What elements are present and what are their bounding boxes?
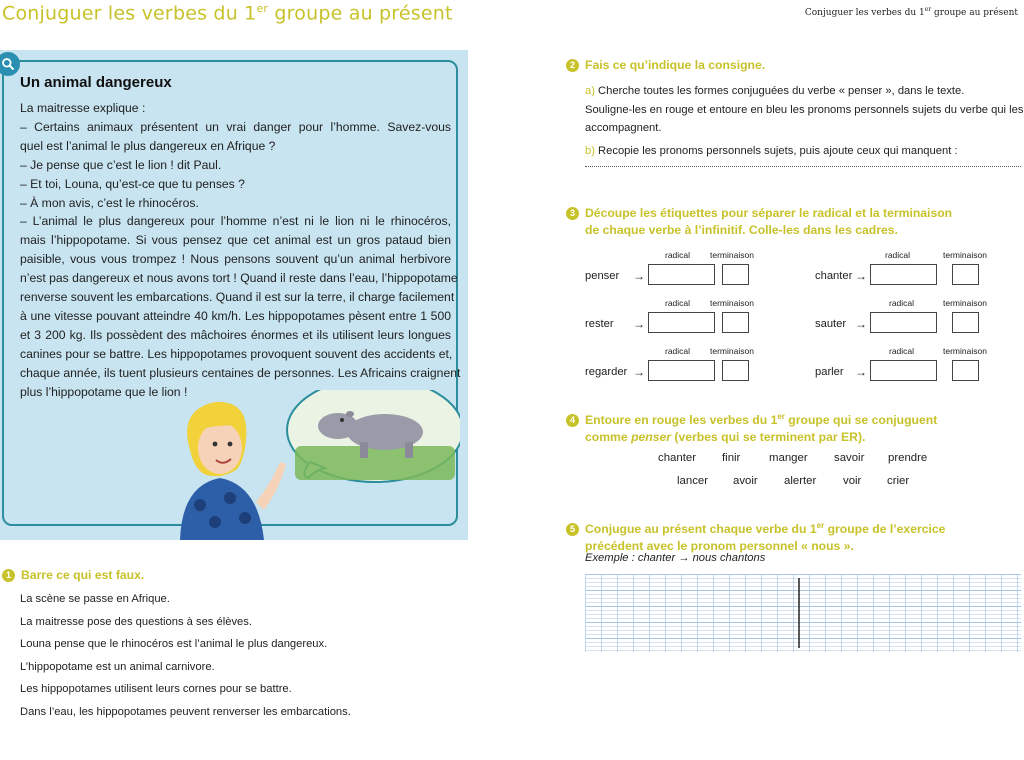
exercise-1-statements xyxy=(20,593,351,729)
verb-split-parler xyxy=(815,344,1024,384)
arrow-icon: → xyxy=(855,365,867,379)
word-choice[interactable]: chanter xyxy=(658,452,696,464)
word-choice[interactable]: savoir xyxy=(834,452,865,464)
writing-grid[interactable] xyxy=(585,574,1021,652)
story-line: quel est l’animal le plus dangereux en Afrique ? xyxy=(20,138,276,153)
story-line: canines pour se battre. Les hippopotames provoquent souvent des accidents et, xyxy=(20,346,453,361)
terminaison-label: terminaison xyxy=(710,298,754,308)
terminaison-label: terminaison xyxy=(710,346,754,356)
exercise-2-instructions: a) Cherche toutes les formes conjuguées du verbe « penser », dans le texte. Souligne-les en rouge et entoure en bleu les pronoms personnels sujets du verbe qui les accompagnent. b) Recopie les pronoms personnels sujets, puis ajoute ceux qui manquent : xyxy=(585,85,1024,157)
terminaison-box[interactable] xyxy=(952,312,979,333)
verb-split-chanter xyxy=(815,248,1024,288)
arrow-icon: → xyxy=(633,365,645,379)
statement-item[interactable]: Dans l’eau, les hippopotames peuvent renverser les embarcations. xyxy=(20,705,351,718)
story-line: à une vitesse pouvant atteindre 40 km/h. Les hippopotames pèsent entre 1 500 xyxy=(20,308,451,323)
running-header: Conjuguer les verbes du 1er groupe au présent xyxy=(804,6,1018,18)
word-choice[interactable]: alerter xyxy=(784,475,817,487)
story-line: – À mon avis, c’est le rhinocéros. xyxy=(20,195,199,210)
verb-split-penser xyxy=(585,248,795,288)
exercise-2-heading: 2 Fais ce qu’indique la consigne. xyxy=(566,57,765,74)
terminaison-label: terminaison xyxy=(710,250,754,260)
word-row-2 xyxy=(0,475,1024,491)
word-choice[interactable]: finir xyxy=(722,452,741,464)
verb-split-regarder xyxy=(585,344,795,384)
story-line: n’est pas dangereux et nous avons tort ! Quand il reste dans l’eau, l’hippopotame xyxy=(20,271,458,286)
story-line: – L’animal le plus dangereux pour l’homme n’est ni le lion ni le rhinocéros, xyxy=(20,214,451,229)
verb-label: regarder xyxy=(585,366,628,378)
radical-box[interactable] xyxy=(648,312,715,333)
word-choice[interactable]: prendre xyxy=(888,452,928,464)
terminaison-box[interactable] xyxy=(722,360,749,381)
arrow-icon: → xyxy=(633,317,645,331)
terminaison-label: terminaison xyxy=(943,346,987,356)
radical-label: radical xyxy=(889,298,915,308)
terminaison-label: terminaison xyxy=(943,250,987,260)
arrow-icon: → xyxy=(855,269,867,283)
radical-box[interactable] xyxy=(648,360,715,381)
exercise-4-heading: 4 Entoure en rouge les verbes du 1er groupe qui se conjuguent comme penser (verbes qui se terminent par ER). xyxy=(566,409,937,445)
terminaison-box[interactable] xyxy=(952,360,979,381)
page-title: Conjuguer les verbes du 1er groupe au présent xyxy=(2,2,453,25)
word-choice[interactable]: avoir xyxy=(733,475,758,487)
story-line: paisible, vous vous trompez ! Nous pensons souvent qu’un animal herbivore xyxy=(20,252,451,267)
story-line: chaque année, ils tuent plusieurs centaines de personnes. Les Africains craignent xyxy=(20,365,461,380)
statement-item[interactable]: Louna pense que le rhinocéros est l’animal le plus dangereux. xyxy=(20,638,328,651)
verb-label: rester xyxy=(585,318,614,330)
radical-label: radical xyxy=(665,298,691,308)
terminaison-box[interactable] xyxy=(722,264,749,285)
exercise-number-badge: 1 xyxy=(2,569,15,582)
story-line: – Je pense que c’est le lion ! dit Paul. xyxy=(20,157,222,172)
word-choice[interactable]: manger xyxy=(769,452,808,464)
radical-box[interactable] xyxy=(870,360,937,381)
verb-label: parler xyxy=(815,366,844,378)
verb-label: chanter xyxy=(815,270,853,282)
exercise-number-badge: 2 xyxy=(566,59,579,72)
answer-dotted-line[interactable] xyxy=(585,166,1021,167)
exercise-1-heading: 1 Barre ce qui est faux. xyxy=(2,567,144,584)
arrow-icon: → xyxy=(633,269,645,283)
story-line: – Certains animaux présentent un vrai danger pour l’homme. Savez-vous xyxy=(20,119,451,134)
verb-label: penser xyxy=(585,270,620,282)
story-line: plus l’hippopotame que le lion ! xyxy=(20,384,188,399)
story-text xyxy=(20,99,461,402)
verb-split-grid xyxy=(585,248,1024,393)
radical-box[interactable] xyxy=(870,312,937,333)
word-choice[interactable]: voir xyxy=(843,475,862,487)
story-line: mais l’hippopotame. Si vous pensez que cet animal est un gros pataud bien xyxy=(20,233,451,248)
radical-label: radical xyxy=(665,250,691,260)
exercise-number-badge: 5 xyxy=(566,523,579,536)
story-title: Un animal dangereux xyxy=(20,74,172,91)
story-line: La maitresse explique : xyxy=(20,101,146,115)
word-choice[interactable]: lancer xyxy=(677,475,709,487)
statement-item[interactable]: Les hippopotames utilisent leurs cornes pour se battre. xyxy=(20,683,292,696)
arrow-icon: → xyxy=(855,317,867,331)
statement-item[interactable]: La maitresse pose des questions à ses élèves. xyxy=(20,615,252,628)
exercise-number-badge: 3 xyxy=(566,207,579,220)
radical-label: radical xyxy=(665,346,691,356)
radical-label: radical xyxy=(889,346,915,356)
verb-label: sauter xyxy=(815,318,847,330)
story-line: et 3 200 kg. Ils possèdent des mâchoires énormes et ils utilisent leurs longues xyxy=(20,327,451,342)
exercise-number-badge: 4 xyxy=(566,414,579,427)
terminaison-box[interactable] xyxy=(952,264,979,285)
word-choice[interactable]: crier xyxy=(887,475,910,487)
exercise-3-heading: 3 Découpe les étiquettes pour séparer le radical et la terminaison de chaque verbe à l’infinitif. Colle-les dans les cadres. xyxy=(566,205,952,238)
terminaison-box[interactable] xyxy=(722,312,749,333)
radical-box[interactable] xyxy=(648,264,715,285)
story-line: renverse souvent les embarcations. Quand il est sur la terre, il charge facilement xyxy=(20,290,455,305)
exercise-5-heading: 5 Conjugue au présent chaque verbe du 1er groupe de l’exercice précédent avec le pronom personnel « nous ». xyxy=(566,518,945,554)
verb-split-rester xyxy=(585,296,795,336)
statement-item[interactable]: La scène se passe en Afrique. xyxy=(20,593,170,605)
terminaison-label: terminaison xyxy=(943,298,987,308)
word-row-1 xyxy=(0,452,1024,468)
girl-figure xyxy=(180,402,286,540)
verb-split-sauter xyxy=(815,296,1024,336)
statement-item[interactable]: L’hippopotame est un animal carnivore. xyxy=(20,660,215,673)
story-line: – Et toi, Louna, qu’est-ce que tu penses ? xyxy=(20,176,245,191)
example-line: Exemple : chanter → nous chantons xyxy=(585,552,766,564)
radical-label: radical xyxy=(885,250,911,260)
radical-box[interactable] xyxy=(870,264,937,285)
